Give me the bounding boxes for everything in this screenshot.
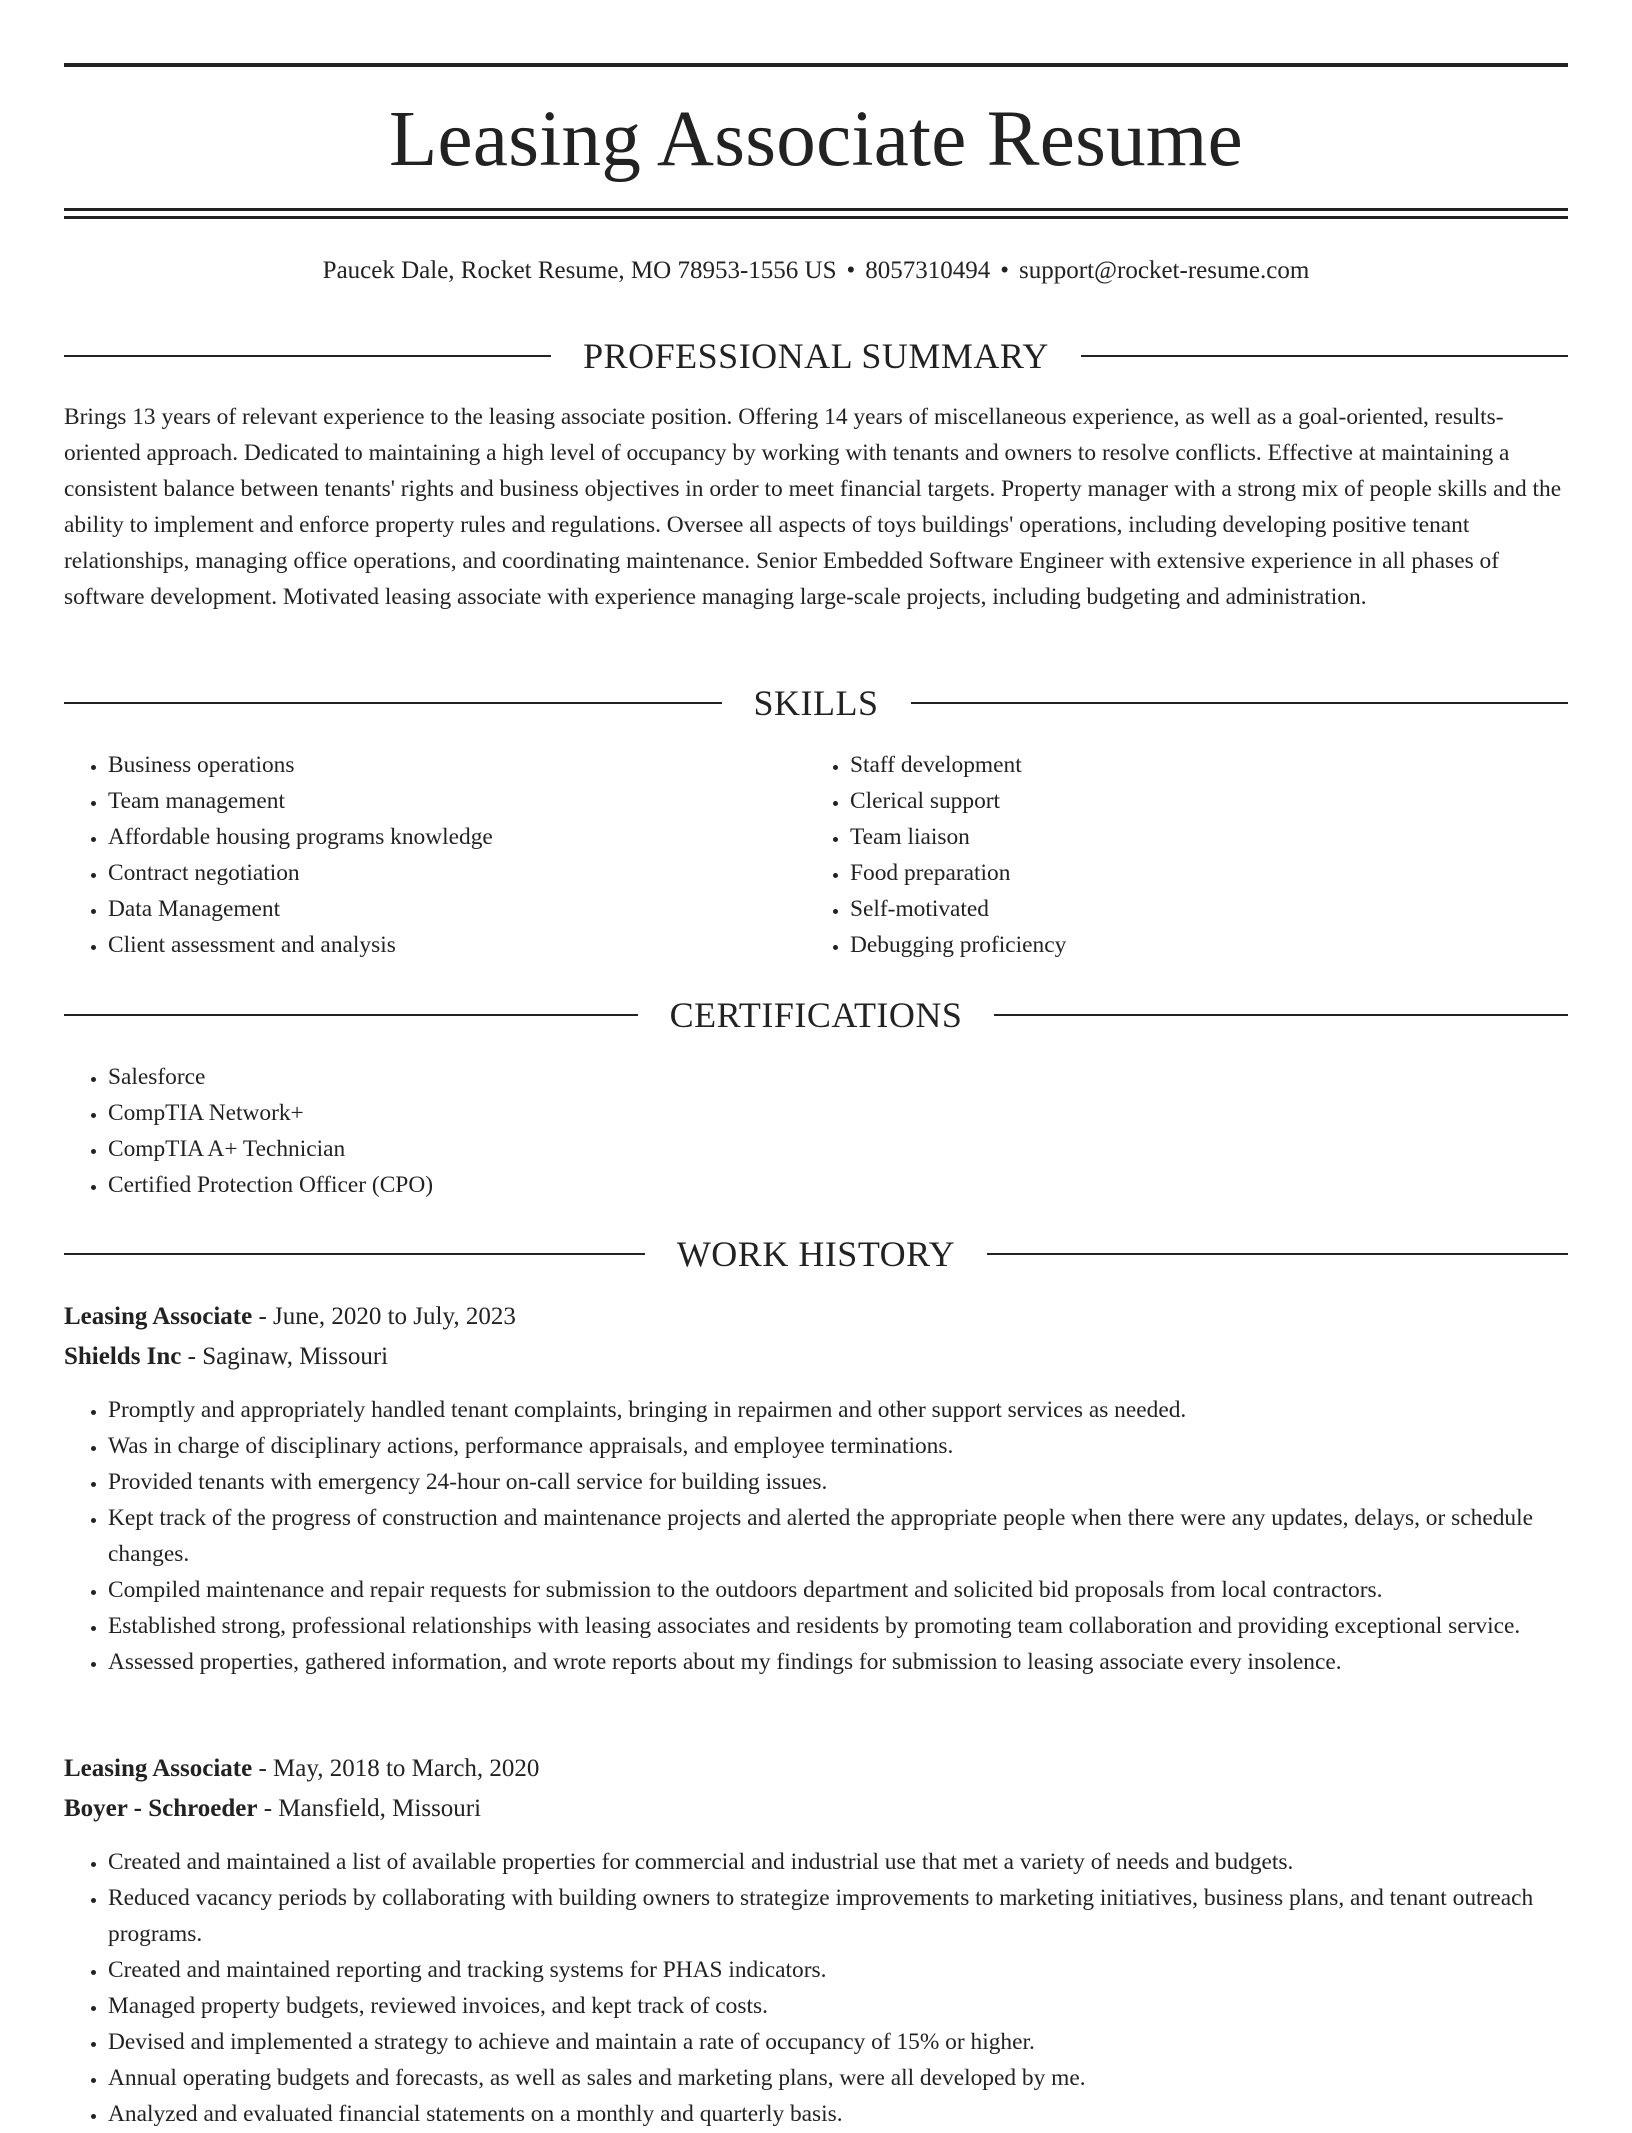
skill-item: • Clerical support xyxy=(850,783,1550,819)
title-rule-upper xyxy=(64,208,1568,211)
job-bullets xyxy=(64,1392,1612,1680)
work-heading-text: WORK HISTORY xyxy=(676,1234,956,1274)
heading-rule-left xyxy=(64,355,551,357)
job-bullets xyxy=(64,1844,1612,2132)
heading-rule-right xyxy=(911,702,1569,704)
heading-rule-left xyxy=(64,1253,645,1255)
job-company-line xyxy=(64,1789,1568,1829)
contact-address: Paucek Dale, Rocket Resume, MO 78953-1556 US xyxy=(322,257,837,284)
certifications-heading-text: CERTIFICATIONS xyxy=(669,995,963,1035)
heading-rule-left xyxy=(64,1014,638,1016)
job-company-line xyxy=(64,1337,1568,1377)
skill-item: • Data Management xyxy=(108,891,808,927)
separator-bullet: • xyxy=(1000,257,1010,284)
heading-rule-right xyxy=(1081,355,1568,357)
job-bullet: • Created and maintained reporting and tracking systems for PHAS indicators. xyxy=(108,1952,1612,1988)
skill-item: • Food preparation xyxy=(850,855,1550,891)
job-title: Leasing Associate xyxy=(64,1755,253,1782)
top-rule xyxy=(64,63,1568,67)
certifications-heading xyxy=(64,993,1568,1037)
skill-item: • Team liaison xyxy=(850,819,1550,855)
job-company: Boyer - Schroeder xyxy=(64,1795,258,1822)
contact-phone: 8057310494 xyxy=(865,257,991,284)
skills-list-right xyxy=(806,747,1550,963)
heading-rule-right xyxy=(987,1253,1568,1255)
job-bullet: • Created and maintained a list of available properties for commercial and industrial use that met a variety of needs and budgets. xyxy=(108,1844,1612,1880)
skill-item: • Team management xyxy=(108,783,808,819)
summary-heading xyxy=(64,334,1568,378)
skill-item: • Debugging proficiency xyxy=(850,927,1550,963)
skill-item: • Self-motivated xyxy=(850,891,1550,927)
job-dates: - June, 2020 to July, 2023 xyxy=(252,1303,516,1330)
heading-rule-left xyxy=(64,702,722,704)
job-bullet: • Established strong, professional relationships with leasing associates and residents by promoting team collaboration and providing exceptional service. xyxy=(108,1608,1612,1644)
skills-heading xyxy=(64,681,1568,725)
job-title-line xyxy=(64,1297,1568,1337)
job-bullet: • Was in charge of disciplinary actions, performance appraisals, and employee terminations. xyxy=(108,1428,1612,1464)
contact-line xyxy=(64,254,1568,288)
job-title-line xyxy=(64,1749,1568,1789)
job-location: - Mansfield, Missouri xyxy=(257,1795,482,1822)
skills-heading-text: SKILLS xyxy=(753,683,879,723)
certification-item: • CompTIA Network+ xyxy=(108,1095,1508,1131)
job-bullet: • Assessed properties, gathered information, and wrote reports about my findings for submission to leasing associate every insolence. xyxy=(108,1644,1612,1680)
skill-item: • Staff development xyxy=(850,747,1550,783)
job-location: - Saginaw, Missouri xyxy=(181,1343,389,1370)
summary-paragraph: Brings 13 years of relevant experience to the leasing associate position. Offering 14 years of miscellaneous experience, as well as a goal-oriented, results-oriented approach. Dedicated to maintaining a high level of occupancy by working with tenants and owners to resolve conflicts. Effective at maintaining a consistent balance between tenants' rights and business objectives in order to meet financial targets. Property manager with a strong mix of people skills and the ability to implement and enforce property rules and regulations. Oversee all aspects of toys buildings' operations, including developing positive tenant relationships, managing office operations, and coordinating maintenance. Senior Embedded Software Engineer with extensive experience in all phases of software development. Motivated leasing associate with experience managing large-scale projects, including budgeting and administration. xyxy=(64,404,1562,610)
skills-list-left xyxy=(64,747,808,963)
job-title: Leasing Associate xyxy=(64,1303,253,1330)
contact-email: support@rocket-resume.com xyxy=(1019,257,1310,284)
certifications-list xyxy=(64,1059,1508,1203)
certification-item: • Certified Protection Officer (CPO) xyxy=(108,1167,1508,1203)
job-bullet: • Reduced vacancy periods by collaborating with building owners to strategize improvements to marketing initiatives, business plans, and tenant outreach programs. xyxy=(108,1880,1612,1952)
job-bullet: • Devised and implemented a strategy to achieve and maintain a rate of occupancy of 15% or higher. xyxy=(108,2024,1612,2060)
separator-bullet: • xyxy=(846,257,856,284)
heading-rule-right xyxy=(994,1014,1568,1016)
job-company: Shields Inc xyxy=(64,1343,182,1370)
job-bullet: • Managed property budgets, reviewed invoices, and kept track of costs. xyxy=(108,1988,1612,2024)
job-bullet: • Promptly and appropriately handled tenant complaints, bringing in repairmen and other support services as needed. xyxy=(108,1392,1612,1428)
job-bullet: • Analyzed and evaluated financial statements on a monthly and quarterly basis. xyxy=(108,2096,1612,2132)
certification-item: • Salesforce xyxy=(108,1059,1508,1095)
skill-item: • Client assessment and analysis xyxy=(108,927,808,963)
work-heading xyxy=(64,1232,1568,1276)
job-bullet: • Provided tenants with emergency 24-hour on-call service for building issues. xyxy=(108,1464,1612,1500)
job-bullet: • Compiled maintenance and repair requests for submission to the outdoors department and solicited bid proposals from local contractors. xyxy=(108,1572,1612,1608)
skill-item: • Contract negotiation xyxy=(108,855,808,891)
page-title: Leasing Associate Resume xyxy=(388,96,1244,183)
title-rule-lower xyxy=(64,216,1568,219)
job-dates: - May, 2018 to March, 2020 xyxy=(252,1755,540,1782)
skill-item: • Business operations xyxy=(108,747,808,783)
summary-heading-text: PROFESSIONAL SUMMARY xyxy=(583,336,1049,376)
job-bullet: • Kept track of the progress of construction and maintenance projects and alerted the appropriate people when there were any updates, delays, or schedule changes. xyxy=(108,1500,1612,1572)
certification-item: • CompTIA A+ Technician xyxy=(108,1131,1508,1167)
job-bullet: • Annual operating budgets and forecasts, as well as sales and marketing plans, were all developed by me. xyxy=(108,2060,1612,2096)
skill-item: • Affordable housing programs knowledge xyxy=(108,819,808,855)
